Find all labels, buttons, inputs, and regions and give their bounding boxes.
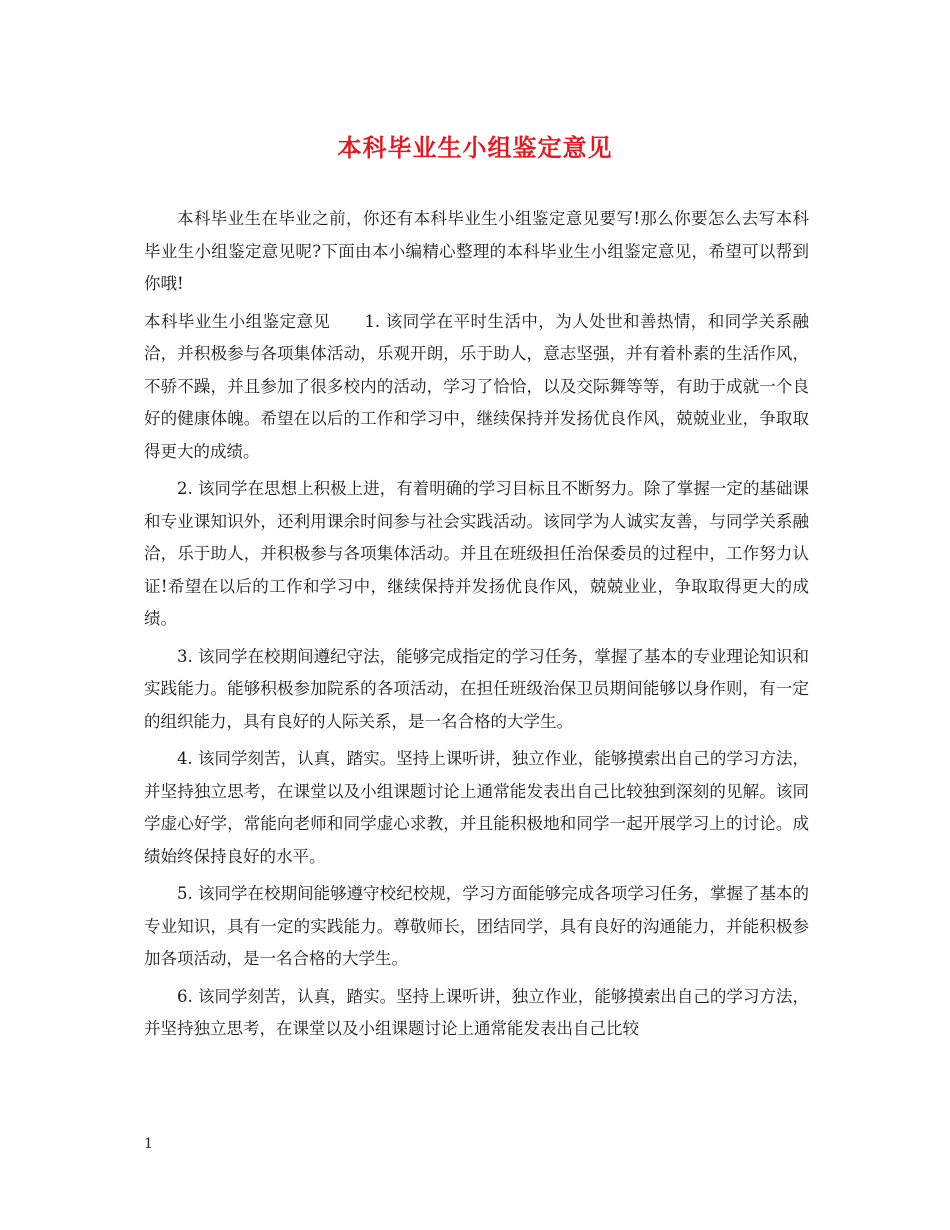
paragraph-item-5: 5. 该同学在校期间能够遵守校纪校规，学习方面能够完成各项学习任务，掌握了基本的专业知识，具有一定的实践能力。尊敬师长，团结同学，具有良好的沟通能力，并能积极参加各项活动，是一名合格的大学生。: [144, 884, 809, 968]
paragraph-item-2: 2. 该同学在思想上积极上进，有着明确的学习目标且不断努力。除了掌握一定的基础课和专业课知识外，还利用课余时间参与社会实践活动。该同学为人诚实友善，与同学关系融洽，乐于助人，并积极参与各项集体活动。并且在班级担任治保委员的过程中，工作努力认证!希望在以后的工作和学习中，继续保持并发扬优良作风，兢兢业业，争取取得更大的成绩。: [144, 479, 809, 628]
intro-paragraph: 本科毕业生在毕业之前，你还有本科毕业生小组鉴定意见要写!那么你要怎么去写本科毕业生小组鉴定意见呢?下面由本小编精心整理的本科毕业生小组鉴定意见，希望可以帮到你哦!: [144, 209, 809, 293]
paragraph-item-1: 本科毕业生小组鉴定意见 1. 该同学在平时生活中，为人处世和善热情，和同学关系融洽，并积极参与各项集体活动，乐观开朗，乐于助人，意志坚强，并有着朴素的生活作风，不骄不躁，并且参加了很多校内的活动，学习了恰恰，以及交际舞等等，有助于成就一个良好的健康体魄。希望在以后的工作和学习中，继续保持并发扬优良作风，兢兢业业，争取取得更大的成绩。: [144, 311, 809, 461]
document-body: [144, 203, 809, 1046]
page-number: 1: [144, 1136, 153, 1152]
paragraph-item-4: 4. 该同学刻苦，认真，踏实。坚持上课听讲，独立作业，能够摸索出自己的学习方法，并坚持独立思考，在课堂以及小组课题讨论上通常能发表出自己比较独到深刻的见解。该同学虚心好学，常能向老师和同学虚心求教，并且能积极地和同学一起开展学习上的讨论。成绩始终保持良好的水平。: [144, 749, 809, 866]
paragraph-item-3: 3. 该同学在校期间遵纪守法，能够完成指定的学习任务，掌握了基本的专业理论知识和实践能力。能够积极参加院系的各项活动，在担任班级治保卫员期间能够以身作则，有一定的组织能力，具有良好的人际关系，是一名合格的大学生。: [144, 646, 809, 731]
document-title: 本科毕业生小组鉴定意见: [337, 133, 613, 162]
paragraph-item-6: 6. 该同学刻苦，认真，踏实。坚持上课听讲，独立作业，能够摸索出自己的学习方法，并坚持独立思考，在课堂以及小组课题讨论上通常能发表出自己比较: [144, 986, 809, 1038]
